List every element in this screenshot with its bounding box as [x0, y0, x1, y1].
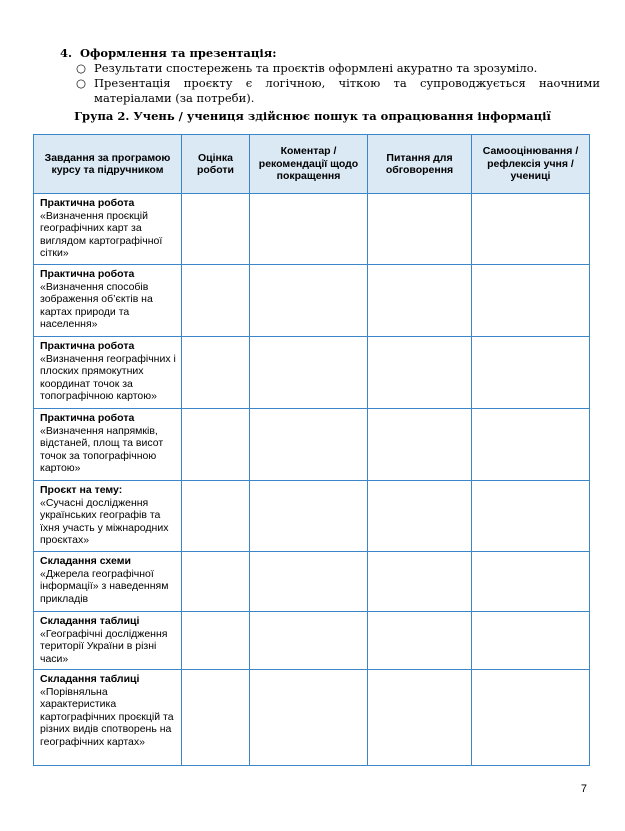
section-title: Оформлення та презентація: [80, 46, 277, 60]
header-self-assessment: Самооцінювання / рефлексія учня / учениці [472, 135, 590, 194]
self-assessment-cell[interactable] [472, 552, 590, 612]
task-description: «Географічні дослідження території України в різні часи» [40, 627, 168, 665]
circle-bullet-icon: ○ [76, 61, 87, 75]
list-item-text: Презентація проєкту є логічною, чіткою та супроводжується наочними матеріалами (за потреби). [94, 76, 600, 105]
group-title: Група 2. Учень / учениця здійснює пошук та опрацювання інформації [74, 109, 551, 123]
task-description: «Джерела географічної інформації» з наведенням прикладів [40, 567, 169, 605]
comment-cell[interactable] [250, 265, 368, 337]
comment-cell[interactable] [250, 670, 368, 766]
task-type: Проєкт на тему: [40, 484, 123, 496]
list-item [76, 76, 600, 106]
comment-cell[interactable] [250, 194, 368, 265]
circle-bullet-icon: ○ [76, 76, 87, 90]
table-header-row [34, 135, 590, 194]
table-row [34, 612, 590, 670]
task-type: Складання схеми [40, 555, 131, 567]
grade-cell[interactable] [182, 670, 250, 766]
task-description: «Визначення способів зображення об’єктів на картах природи та населення» [40, 280, 153, 330]
header-tasks: Завдання за програмою курсу та підручником [34, 135, 182, 194]
header-grade: Оцінка роботи [182, 135, 250, 194]
presentation-section [60, 46, 600, 106]
task-cell [34, 194, 182, 265]
task-cell [34, 552, 182, 612]
questions-cell[interactable] [368, 481, 472, 552]
task-type: Складання таблиці [40, 615, 140, 627]
questions-cell[interactable] [368, 265, 472, 337]
criteria-list [60, 61, 600, 106]
questions-cell[interactable] [368, 612, 472, 670]
table-row [34, 409, 590, 481]
grade-cell[interactable] [182, 265, 250, 337]
questions-cell[interactable] [368, 194, 472, 265]
task-cell [34, 670, 182, 766]
task-type: Практична робота [40, 197, 135, 209]
table-row [34, 337, 590, 409]
grade-cell[interactable] [182, 552, 250, 612]
grade-cell[interactable] [182, 337, 250, 409]
task-type: Складання таблиці [40, 673, 140, 685]
table-row [34, 670, 590, 766]
task-cell [34, 337, 182, 409]
questions-cell[interactable] [368, 552, 472, 612]
section-heading [60, 46, 600, 61]
list-item [76, 61, 600, 76]
assessment-table [33, 134, 590, 766]
task-type: Практична робота [40, 340, 135, 352]
self-assessment-cell[interactable] [472, 337, 590, 409]
task-cell [34, 265, 182, 337]
self-assessment-cell[interactable] [472, 194, 590, 265]
grade-cell[interactable] [182, 409, 250, 481]
task-description: «Визначення проєкцій географічних карт за виглядом картографічної сітки» [40, 209, 163, 259]
task-description: «Сучасні дослідження українських географів та їхня участь у міжнародних проєктах» [40, 496, 169, 546]
self-assessment-cell[interactable] [472, 481, 590, 552]
comment-cell[interactable] [250, 481, 368, 552]
self-assessment-cell[interactable] [472, 612, 590, 670]
grade-cell[interactable] [182, 481, 250, 552]
task-description: «Визначення напрямків, відстаней, площ та висот точок за топографічною картою» [40, 424, 164, 474]
task-cell [34, 409, 182, 481]
task-type: Практична робота [40, 412, 135, 424]
questions-cell[interactable] [368, 409, 472, 481]
grade-cell[interactable] [182, 194, 250, 265]
task-description: «Порівняльна характеристика картографічних проєкцій та різних видів спотворень на географічних картах» [40, 685, 174, 748]
comment-cell[interactable] [250, 409, 368, 481]
task-description: «Визначення географічних і плоских прямокутних координат точок за топографічною картою» [40, 352, 176, 402]
task-cell [34, 612, 182, 670]
task-cell [34, 481, 182, 552]
grade-cell[interactable] [182, 612, 250, 670]
table-row [34, 481, 590, 552]
header-comment: Коментар / рекомендації щодо покращення [250, 135, 368, 194]
table-row [34, 552, 590, 612]
list-item-text: Результати спостережень та проєктів оформлені акуратно та зрозуміло. [94, 61, 538, 75]
table-row [34, 194, 590, 265]
header-questions: Питання для обговорення [368, 135, 472, 194]
comment-cell[interactable] [250, 337, 368, 409]
page-number: 7 [580, 783, 587, 795]
questions-cell[interactable] [368, 337, 472, 409]
self-assessment-cell[interactable] [472, 670, 590, 766]
self-assessment-cell[interactable] [472, 409, 590, 481]
self-assessment-cell[interactable] [472, 265, 590, 337]
table-row [34, 265, 590, 337]
task-type: Практична робота [40, 268, 135, 280]
questions-cell[interactable] [368, 670, 472, 766]
section-number: 4. [60, 46, 73, 60]
comment-cell[interactable] [250, 552, 368, 612]
comment-cell[interactable] [250, 612, 368, 670]
